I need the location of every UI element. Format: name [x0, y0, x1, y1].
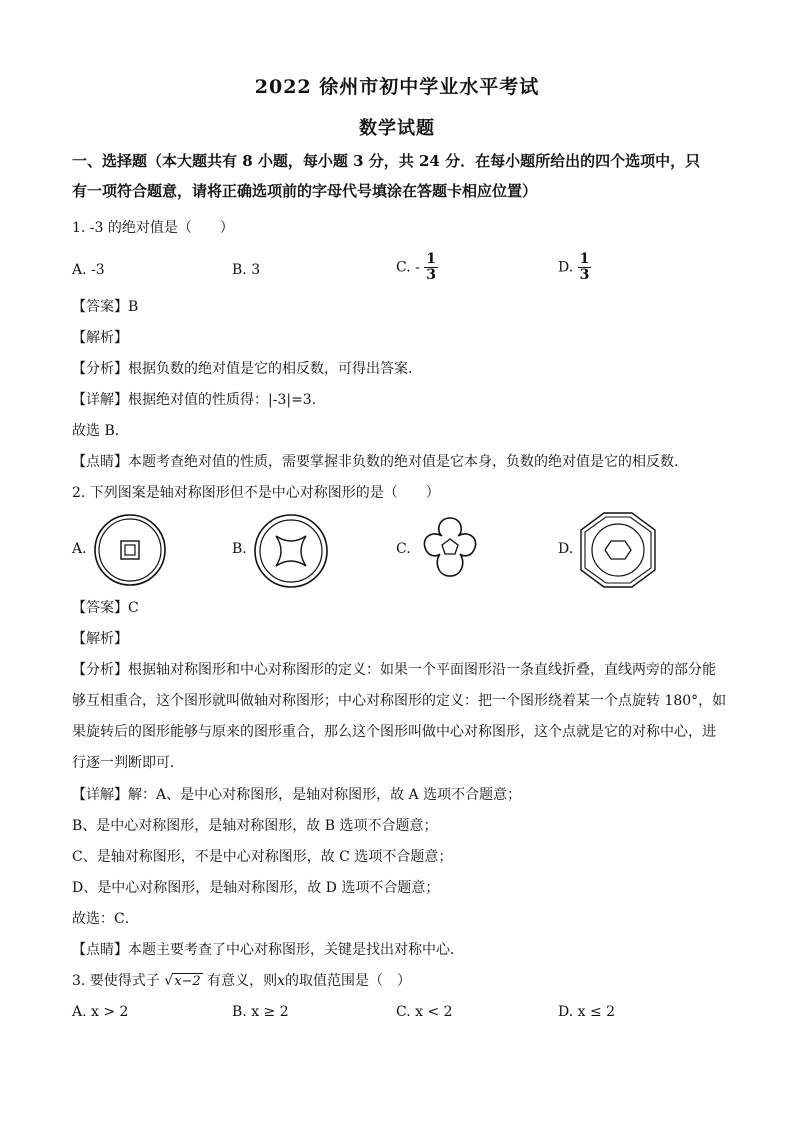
q2-detail-line-1: 【详解】解：A、是中心对称图形，是轴对称图形，故 A 选项不合题意； — [72, 787, 522, 803]
q1-detail: 【详解】根据绝对值的性质得：|-3|=3. — [72, 392, 317, 408]
plum-blossom-figure — [414, 512, 486, 584]
q3-option-d: D. x ≤ 2 — [558, 1004, 616, 1020]
q3-stem-variable: x — [277, 973, 286, 989]
coin-square-hole-figure — [92, 512, 168, 588]
q1-option-c-numerator: 1 — [426, 251, 437, 267]
q2-label-d: D. — [558, 541, 574, 557]
coin-star-figure — [252, 512, 330, 590]
q2-analysis-line-1: 【分析】根据轴对称图形和中心对称图形的定义：如果一个平面图形沿一条直线折叠，直线两旁的部分能 — [72, 662, 716, 678]
q1-option-d-numerator: 1 — [579, 251, 590, 267]
q1-option-c-denominator: 3 — [426, 267, 437, 283]
q1-option-c-prefix: C. - — [396, 259, 420, 276]
q1-stem: 1. -3 的绝对值是（ ） — [72, 220, 234, 236]
q2-label-c: C. — [396, 541, 411, 557]
q3-stem-mid: 有意义，则 — [207, 973, 278, 989]
section-heading-line2: 有一项符合题意，请将正确选项前的字母代号填涂在答题卡相应位置） — [72, 182, 538, 200]
q2-detail-line-4: D、是中心对称图形，是轴对称图形，故 D 选项不合题意； — [72, 880, 440, 896]
q2-detail-line-2: B、是中心对称图形，是轴对称图形，故 B 选项不合题意； — [72, 818, 438, 834]
q1-answer: 【答案】B — [72, 299, 139, 315]
q1-analysis-head: 【解析】 — [72, 330, 128, 346]
q3-stem-prefix: 3. 要使得式子 — [72, 973, 160, 989]
exam-subtitle: 数学试题 — [359, 118, 435, 139]
octagon-hexagon-figure — [578, 510, 658, 590]
q1-option-c-fraction — [424, 252, 438, 283]
q3-stem-suffix: 的取值范围是（ ） — [285, 973, 412, 989]
q2-analysis-line-2: 够互相重合，这个图形就叫做轴对称图形；中心对称图形的定义：把一个图形绕着某一个点旋转 180°，如 — [72, 693, 727, 709]
exam-title: 2022 徐州市初中学业水平考试 — [254, 76, 540, 98]
q2-answer: 【答案】C — [72, 600, 139, 616]
q2-stem: 2. 下列图案是轴对称图形但不是中心对称图形的是（ ） — [72, 485, 440, 501]
q1-comment: 【点睛】本题考查绝对值的性质，需要掌握非负数的绝对值是它本身，负数的绝对值是它的相反数. — [72, 454, 679, 470]
section-heading-line1: 一、选择题（本大题共有 8 小题，每小题 3 分，共 24 分．在每小题所给出的四个选项中，只 — [72, 152, 701, 170]
q1-option-d-fraction — [578, 252, 592, 283]
q2-analysis-head: 【解析】 — [72, 631, 128, 647]
q3-sqrt-sign: √ — [164, 973, 174, 989]
q2-label-a: A. — [72, 541, 87, 557]
q1-option-a: A. -3 — [72, 262, 105, 278]
q2-conclusion: 故选：C． — [72, 911, 139, 927]
q1-option-d-denominator: 3 — [579, 267, 590, 283]
q3-option-b: B. x ≥ 2 — [232, 1004, 289, 1020]
q3-option-a: A. x > 2 — [72, 1004, 129, 1020]
q3-stem — [72, 972, 732, 991]
q1-option-c — [396, 252, 438, 283]
q2-label-b: B. — [232, 541, 247, 557]
q1-option-d — [558, 252, 591, 283]
q2-detail-line-3: C、是轴对称图形，不是中心对称图形，故 C 选项不合题意； — [72, 849, 453, 865]
q3-option-c: C. x < 2 — [396, 1004, 453, 1020]
q1-option-b: B. 3 — [232, 262, 261, 278]
q1-option-d-prefix: D. — [558, 259, 578, 276]
q2-analysis-line-3: 果旋转后的图形能够与原来的图形重合，那么这个图形叫做中心对称图形，这个点就是它的对称中心，进 — [72, 724, 716, 740]
q3-sqrt-radicand: x−2 — [174, 974, 201, 989]
q2-analysis-line-4: 行逐一判断即可． — [72, 755, 184, 771]
q2-comment: 【点睛】本题主要考查了中心对称图形，关键是找出对称中心． — [72, 942, 464, 958]
q1-conclusion: 故选 B． — [72, 423, 129, 439]
q1-analysis: 【分析】根据负数的绝对值是它的相反数，可得出答案. — [72, 361, 413, 377]
